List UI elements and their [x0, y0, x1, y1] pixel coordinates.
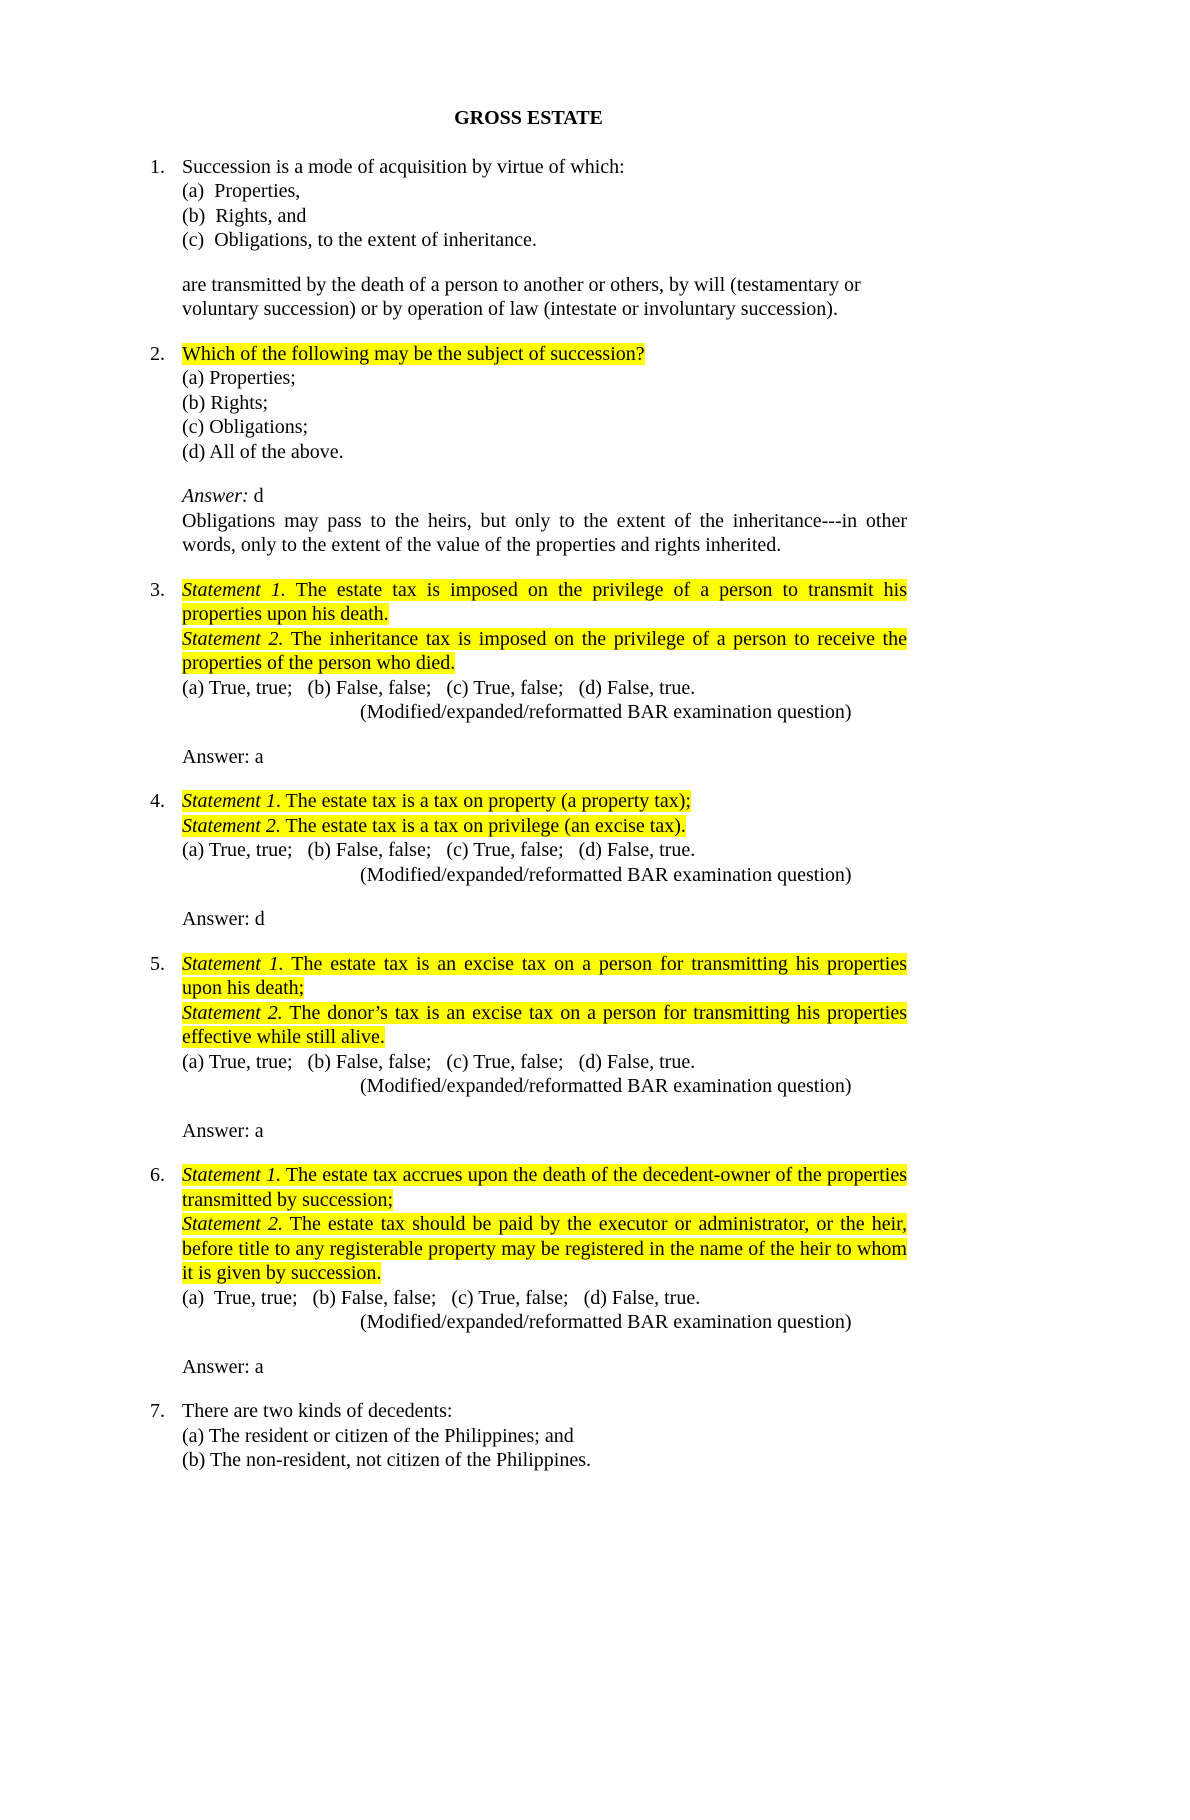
- highlight-span: [182, 1164, 907, 1211]
- text-segment: The estate tax is an excise tax on a person for transmitting his properties upon his death;: [182, 952, 907, 999]
- text-segment: (b) The non-resident, not citizen of the Philippines.: [182, 1449, 591, 1471]
- italic-text-segment: Statement 1.: [182, 952, 284, 975]
- question-number: 6.: [150, 1164, 165, 1186]
- question-number: 4.: [150, 790, 165, 812]
- text-segment: The inheritance tax is imposed on the privilege of a person to receive the properties of the person who died.: [182, 627, 907, 674]
- highlight-span: [182, 1002, 907, 1049]
- text-segment: (b) Rights, and: [182, 204, 307, 227]
- italic-text-segment: Statement 1: [182, 790, 276, 812]
- italic-text-segment: Answer:: [182, 485, 249, 507]
- question-line-highlighted: [182, 627, 907, 676]
- question-number: 1.: [150, 155, 165, 178]
- blank-line-spacer: [182, 253, 907, 273]
- question-line: [182, 415, 907, 440]
- question-line: [182, 1310, 907, 1335]
- question-line: [182, 366, 907, 391]
- italic-text-segment: Statement 2.: [182, 1001, 283, 1024]
- question-line: [182, 1286, 907, 1311]
- text-segment: (c) Obligations, to the extent of inheritance.: [182, 229, 537, 251]
- text-segment: There are two kinds of decedents:: [182, 1400, 453, 1422]
- question-line-highlighted: [182, 1001, 907, 1050]
- text-segment: (a) True, true; (b) False, false; (c) True, false; (d) False, true.: [182, 839, 696, 861]
- question-number: 7.: [150, 1400, 165, 1422]
- question-line-highlighted: [182, 578, 907, 627]
- text-segment: Succession is a mode of acquisition by virtue of which:: [182, 155, 625, 178]
- question-line-highlighted: [182, 1163, 907, 1212]
- question-line: [182, 273, 907, 322]
- blank-line-spacer: [182, 1099, 907, 1119]
- question-line: [182, 509, 907, 558]
- question-content: [182, 155, 907, 322]
- text-segment: Answer: a: [182, 1355, 264, 1378]
- question-line-highlighted: [182, 814, 907, 839]
- blank-line-spacer: [182, 887, 907, 907]
- highlight-span: [182, 628, 907, 675]
- question-line: [182, 863, 907, 888]
- question-content: [182, 952, 907, 1144]
- italic-text-segment: Statement 1.: [182, 578, 286, 601]
- italic-text-segment: Statement 2.: [182, 1213, 283, 1235]
- question-line: [182, 907, 907, 932]
- question-line: [182, 440, 907, 465]
- text-segment: (a) True, true; (b) False, false; (c) True, false; (d) False, true.: [182, 1050, 696, 1073]
- text-segment: Answer: a: [182, 745, 264, 768]
- question-item: [150, 155, 907, 322]
- text-segment: . The estate tax is a tax on property (a property tax);: [275, 790, 691, 812]
- question-item: [150, 342, 907, 558]
- question-content: [182, 789, 907, 932]
- text-segment: (c) Obligations;: [182, 416, 309, 438]
- highlight-span: [182, 343, 645, 365]
- text-segment: (a) True, true; (b) False, false; (c) True, false; (d) False, true.: [182, 1286, 701, 1309]
- question-line-highlighted: [182, 789, 907, 814]
- highlight-span: [182, 815, 686, 837]
- text-segment: (a) The resident or citizen of the Philippines; and: [182, 1424, 574, 1447]
- question-line: [182, 745, 907, 770]
- text-segment: Answer: d: [182, 908, 265, 930]
- text-segment: The donor’s tax is an excise tax on a person for transmitting his properties effective while still alive.: [182, 1001, 907, 1048]
- question-number: 2.: [150, 342, 165, 365]
- text-segment: (a) Properties,: [182, 180, 301, 202]
- blank-line-spacer: [182, 725, 907, 745]
- question-line: [182, 484, 907, 509]
- question-line: [182, 838, 907, 863]
- question-line-highlighted: [182, 1212, 907, 1286]
- document-title: GROSS ESTATE: [454, 107, 603, 129]
- blank-line-spacer: [182, 1335, 907, 1355]
- text-segment: (Modified/expanded/reformatted BAR examination question): [360, 863, 852, 886]
- italic-text-segment: Statement 2.: [182, 627, 284, 650]
- question-line: [182, 155, 907, 180]
- question-line: [182, 676, 907, 701]
- text-segment: (b) Rights;: [182, 391, 269, 414]
- question-line: [182, 228, 907, 253]
- question-line: [182, 1424, 907, 1449]
- text-segment: (a) Properties;: [182, 367, 296, 389]
- question-line: [182, 1050, 907, 1075]
- text-segment: are transmitted by the death of a person to another or others, by will (testamentary or voluntary succession) or by operation of law (intestate or involuntary succession).: [182, 273, 866, 320]
- question-line: [182, 391, 907, 416]
- question-line: [182, 1355, 907, 1380]
- highlight-span: [182, 953, 907, 1000]
- text-segment: Which of the following may be the subject of succession?: [182, 342, 645, 365]
- questions-list: [150, 155, 907, 1473]
- question-content: [182, 578, 907, 770]
- text-segment: The estate tax is a tax on privilege (an excise tax).: [280, 814, 686, 837]
- question-content: [182, 1399, 907, 1473]
- question-line: [182, 1399, 907, 1424]
- text-segment: (a) True, true; (b) False, false; (c) True, false; (d) False, true.: [182, 676, 696, 699]
- question-number: 5.: [150, 952, 165, 975]
- text-segment: The estate tax accrues upon the death of the decedent-owner of the properties transmitted by succession;: [182, 1164, 907, 1211]
- question-line: [182, 179, 907, 204]
- blank-line-spacer: [182, 464, 907, 484]
- italic-text-segment: Statement 1.: [182, 1164, 282, 1186]
- question-number: 3.: [150, 578, 165, 601]
- text-segment: (Modified/expanded/reformatted BAR examination question): [360, 701, 852, 723]
- question-item: [150, 1163, 907, 1379]
- text-segment: Obligations may pass to the heirs, but only to the extent of the inheritance---in other words, only to the extent of the value of the properties and rights inherited.: [182, 509, 907, 556]
- question-content: [182, 1163, 907, 1379]
- text-segment: (Modified/expanded/reformatted BAR examination question): [360, 1075, 852, 1097]
- question-item: [150, 1399, 907, 1473]
- question-line: [182, 1074, 907, 1099]
- text-segment: The estate tax is imposed on the privilege of a person to transmit his properties upon his death.: [182, 578, 907, 625]
- highlight-span: [182, 579, 907, 626]
- italic-text-segment: Statement 2.: [182, 814, 281, 837]
- question-line: [182, 700, 907, 725]
- question-line: [182, 1448, 907, 1473]
- question-line-highlighted: [182, 342, 907, 367]
- highlight-span: [182, 1213, 907, 1284]
- question-line: [182, 204, 907, 229]
- question-item: [150, 952, 907, 1144]
- question-item: [150, 578, 907, 770]
- question-line-highlighted: [182, 952, 907, 1001]
- text-segment: (d) All of the above.: [182, 440, 344, 463]
- text-segment: (Modified/expanded/reformatted BAR examination question): [360, 1311, 852, 1333]
- text-segment: d: [248, 485, 264, 507]
- highlight-span: [182, 790, 691, 812]
- text-segment: Answer: a: [182, 1119, 264, 1142]
- question-item: [150, 789, 907, 932]
- question-content: [182, 342, 907, 558]
- question-line: [182, 1119, 907, 1144]
- text-segment: The estate tax should be paid by the executor or administrator, or the heir, before title to any registerable property may be registered in the name of the heir to whom it is given by succession.: [182, 1213, 907, 1284]
